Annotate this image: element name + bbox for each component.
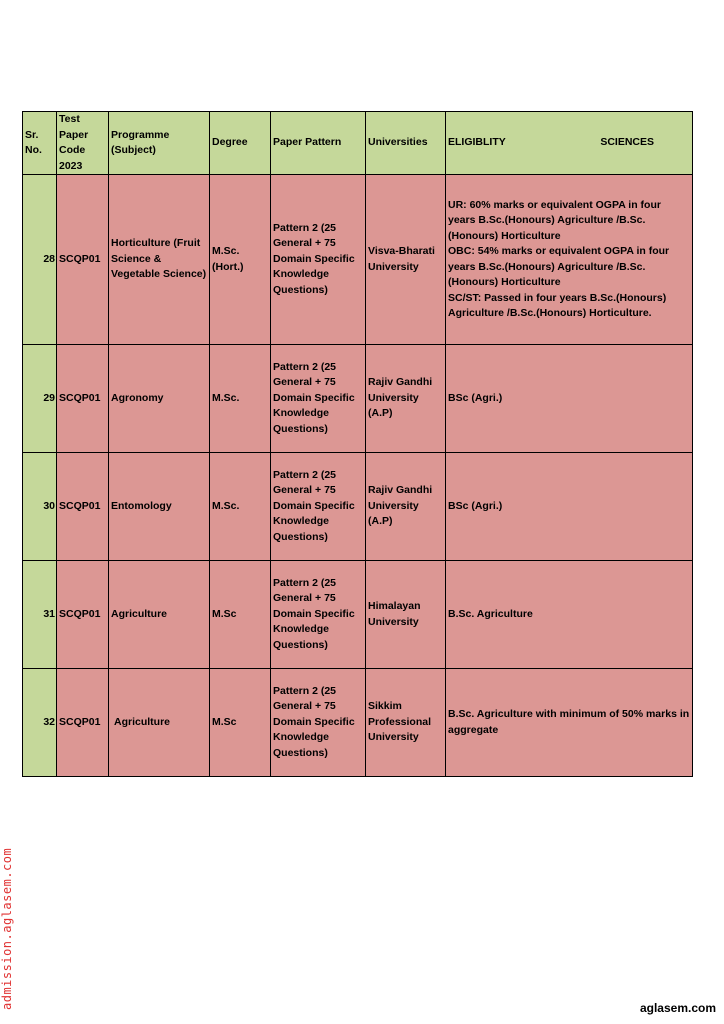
header-stream-label: SCIENCES	[600, 136, 654, 149]
table-row	[23, 453, 693, 561]
footer-brand: aglasem.com	[639, 1001, 716, 1015]
header-universities: Universities	[366, 112, 446, 175]
row-sr-no: 29	[23, 345, 57, 453]
row-programme: Agriculture	[109, 669, 210, 777]
eligibility-table	[22, 111, 693, 777]
row-university: Himalayan University	[366, 561, 446, 669]
table-row	[23, 561, 693, 669]
eligibility-line: OBC: 54% marks or equivalent OGPA in four years B.Sc.(Honours) Agriculture /B.Sc. (Honours) Horticulture	[448, 245, 670, 288]
row-sr-no: 28	[23, 175, 57, 345]
table-header-row	[23, 112, 693, 175]
row-paper-pattern: Pattern 2 (25 General + 75 Domain Specific Knowledge Questions)	[271, 561, 366, 669]
row-programme: Agronomy	[109, 345, 210, 453]
row-programme: Entomology	[109, 453, 210, 561]
header-programme: Programme (Subject)	[109, 112, 210, 175]
row-paper-pattern: Pattern 2 (25 General + 75 Domain Specific Knowledge Questions)	[271, 345, 366, 453]
header-eligibility	[446, 112, 693, 175]
row-degree: M.Sc	[210, 669, 271, 777]
row-university: Rajiv Gandhi University (A.P)	[366, 453, 446, 561]
header-paper-pattern: Paper Pattern	[271, 112, 366, 175]
row-degree: M.Sc	[210, 561, 271, 669]
row-eligibility	[446, 175, 693, 345]
table-row	[23, 345, 693, 453]
row-paper-code: SCQP01	[57, 561, 109, 669]
row-university: Sikkim Professional University	[366, 669, 446, 777]
row-eligibility	[446, 669, 693, 777]
eligibility-line: B.Sc. Agriculture	[448, 607, 533, 620]
row-eligibility	[446, 453, 693, 561]
row-paper-pattern: Pattern 2 (25 General + 75 Domain Specific Knowledge Questions)	[271, 669, 366, 777]
row-paper-pattern: Pattern 2 (25 General + 75 Domain Specific Knowledge Questions)	[271, 175, 366, 345]
eligibility-line: SC/ST: Passed in four years B.Sc.(Honours) Agriculture /B.Sc.(Honours) Horticulture.	[448, 291, 667, 319]
eligibility-line: BSc (Agri.)	[448, 391, 503, 404]
row-paper-code: SCQP01	[57, 453, 109, 561]
row-eligibility	[446, 561, 693, 669]
row-sr-no: 31	[23, 561, 57, 669]
row-sr-no: 30	[23, 453, 57, 561]
row-programme: Agriculture	[109, 561, 210, 669]
row-paper-pattern: Pattern 2 (25 General + 75 Domain Specific Knowledge Questions)	[271, 453, 366, 561]
eligibility-line: B.Sc. Agriculture with minimum of 50% marks in aggregate	[448, 708, 690, 736]
row-degree: M.Sc.(Hort.)	[210, 175, 271, 345]
header-degree: Degree	[210, 112, 271, 175]
table-row	[23, 175, 693, 345]
source-watermark: admission.aglasem.com	[0, 847, 14, 1010]
row-paper-code: SCQP01	[57, 345, 109, 453]
row-university: Visva-Bharati University	[366, 175, 446, 345]
row-university: Rajiv Gandhi University (A.P)	[366, 345, 446, 453]
eligibility-line: BSc (Agri.)	[448, 499, 503, 512]
header-test-paper-code: Test Paper Code 2023	[57, 112, 109, 175]
row-degree: M.Sc.	[210, 453, 271, 561]
row-paper-code: SCQP01	[57, 669, 109, 777]
header-sr-no: Sr. No.	[23, 112, 57, 175]
row-sr-no: 32	[23, 669, 57, 777]
eligibility-line: UR: 60% marks or equivalent OGPA in four years B.Sc.(Honours) Agriculture /B.Sc.(Honours) Horticulture	[448, 198, 661, 242]
row-programme: Horticulture (Fruit Science & Vegetable Science)	[109, 175, 210, 345]
row-paper-code: SCQP01	[57, 175, 109, 345]
table-row	[23, 669, 693, 777]
row-eligibility	[446, 345, 693, 453]
row-degree: M.Sc.	[210, 345, 271, 453]
header-eligibility-label: ELIGIBLITY	[448, 136, 506, 149]
